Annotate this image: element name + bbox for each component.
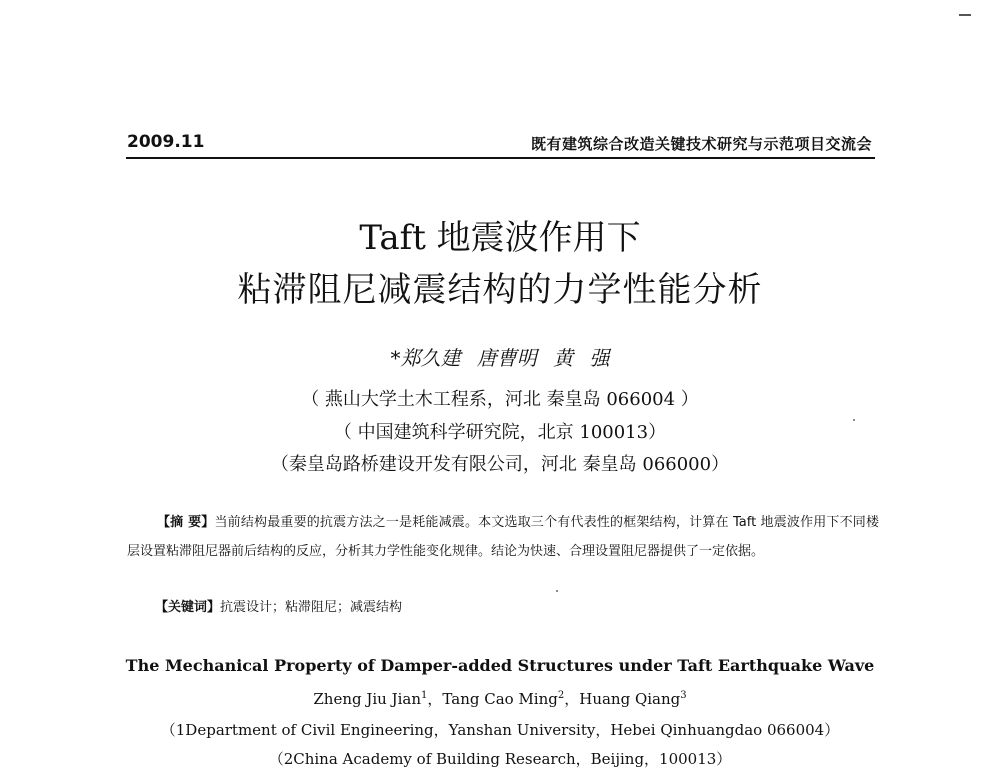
scan-speck <box>853 419 855 421</box>
english-affiliation-1: （1Department of Civil Engineering，Yanshan University，Hebei Qinhuangdao 066004） <box>160 721 840 739</box>
abstract-text: 当前结构最重要的抗震方法之一是耗能减震。本文选取三个有代表性的框架结构，计算在 Taft 地震波作用下不同楼层设置粘滞阻尼器前后结构的反应，分析其力学性能变化规律。结论为快速、合理设置阻尼器提供了一定依据。 <box>127 515 879 559</box>
affiliation-cn-1: （ 燕山大学土木工程系，河北 秦皇岛 066004 ） <box>301 389 699 410</box>
english-title: The Mechanical Property of Damper-added Structures under Taft Earthquake Wave <box>125 656 875 675</box>
header-conference: 既有建筑综合改造关键技术研究与示范项目交流会 <box>530 135 872 153</box>
english-author-2: Tang Cao Ming <box>442 690 558 708</box>
english-author-1: Zheng Jiu Jian <box>313 690 422 708</box>
authors-cn: *郑久建 唐曹明 黄 强 <box>390 346 610 370</box>
abstract <box>127 508 879 566</box>
keywords <box>155 596 402 615</box>
keywords-label: 【关键词】 <box>155 600 221 615</box>
english-authors <box>0 688 1000 709</box>
english-author-1-affil-mark: 1 <box>421 690 428 701</box>
abstract-label: 【摘 要】 <box>157 515 215 530</box>
affiliation-cn-3: （秦皇岛路桥建设开发有限公司，河北 秦皇岛 066000） <box>270 454 730 475</box>
header-rule <box>126 157 875 159</box>
english-affiliation-2: （2China Academy of Building Research，Beijing，100013） <box>268 750 732 768</box>
english-author-sep: ， <box>427 690 443 708</box>
scan-speck <box>556 590 558 592</box>
header-date: 2009.11 <box>127 132 205 152</box>
english-author-3: Huang Qiang <box>579 690 681 708</box>
affiliation-cn-2: （ 中国建筑科学研究院，北京 100013） <box>333 422 667 443</box>
english-author-sep: ， <box>564 690 580 708</box>
title-line-1: Taft 地震波作用下 <box>359 218 641 258</box>
keywords-text: 抗震设计；粘滞阻尼；减震结构 <box>220 600 403 615</box>
title-line-2: 粘滞阻尼减震结构的力学性能分析 <box>237 270 763 310</box>
corner-scan-mark <box>959 14 971 16</box>
english-author-2-affil-mark: 2 <box>557 690 565 701</box>
english-author-3-affil-mark: 3 <box>680 690 687 701</box>
